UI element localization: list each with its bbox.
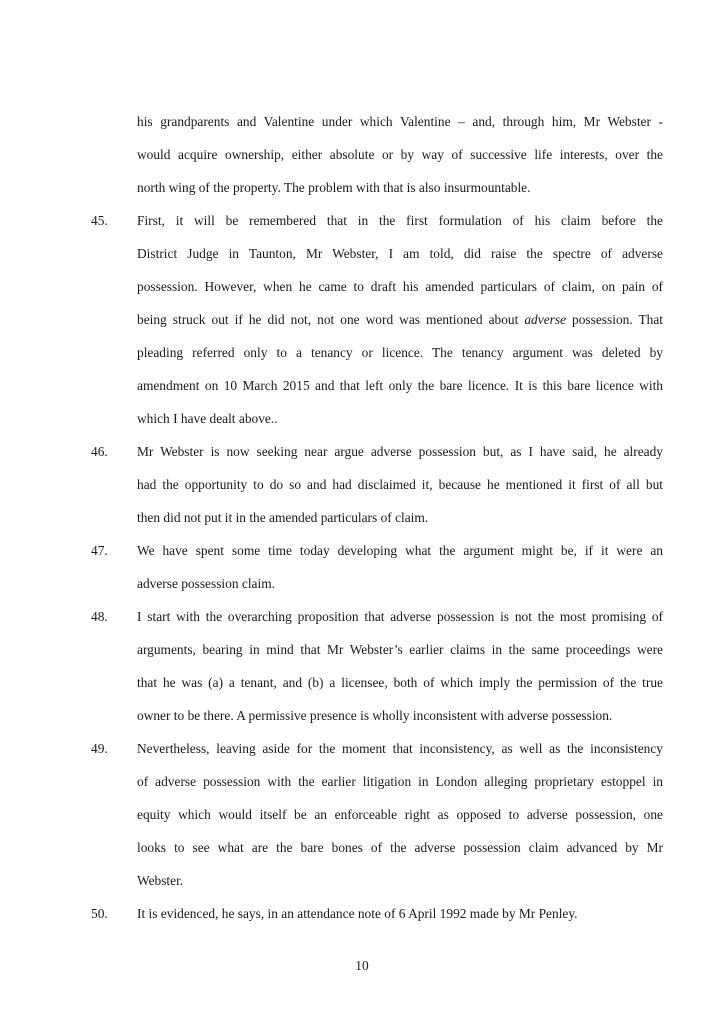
text-line: adverse possession claim. bbox=[137, 576, 275, 591]
page-number: 10 bbox=[355, 958, 369, 973]
text-line: First, it will be remembered that in the first formulation of his claim before the bbox=[137, 213, 663, 228]
text-segment: possession. That bbox=[566, 312, 663, 327]
text-line: had the opportunity to do so and had disclaimed it, because he mentioned it first of all but bbox=[137, 477, 663, 492]
paragraph-number: 47. bbox=[91, 543, 108, 558]
text-line: Webster. bbox=[137, 873, 184, 888]
paragraph-number: 45. bbox=[91, 213, 108, 228]
text-line: possession. However, when he came to draft his amended particulars of claim, on pain of bbox=[137, 279, 663, 294]
text-segment: being struck out if he did not, not one word was mentioned about bbox=[137, 312, 525, 327]
text-line: Mr Webster is now seeking near argue adverse possession but, as I have said, he already bbox=[137, 444, 663, 459]
paragraph-number: 48. bbox=[91, 609, 108, 624]
text-line: Nevertheless, leaving aside for the moment that inconsistency, as well as the inconsistency bbox=[137, 741, 663, 756]
text-line: I start with the overarching proposition that adverse possession is not the most promising of bbox=[137, 609, 663, 624]
text-line: looks to see what are the bare bones of the adverse possession claim advanced by Mr bbox=[137, 840, 663, 855]
paragraph-number: 50. bbox=[91, 906, 108, 921]
text-line: amendment on 10 March 2015 and that left only the bare licence. It is this bare licence with bbox=[137, 378, 663, 393]
paragraph-number: 46. bbox=[91, 444, 108, 459]
text-line: equity which would itself be an enforceable right as opposed to adverse possession, one bbox=[137, 807, 663, 822]
text-line: arguments, bearing in mind that Mr Webster’s earlier claims in the same proceedings were bbox=[137, 642, 663, 657]
text-line: It is evidenced, he says, in an attendance note of 6 April 1992 made by Mr Penley. bbox=[137, 906, 578, 921]
text-line: We have spent some time today developing what the argument might be, if it were an bbox=[137, 543, 663, 558]
text-line: District Judge in Taunton, Mr Webster, I am told, did raise the spectre of adverse bbox=[137, 246, 663, 261]
text-line bbox=[137, 312, 663, 328]
text-line: pleading referred only to a tenancy or licence. The tenancy argument was deleted by bbox=[137, 345, 663, 360]
text-line: his grandparents and Valentine under which Valentine – and, through him, Mr Webster - bbox=[137, 114, 663, 129]
emphasis-text: adverse bbox=[524, 312, 567, 327]
paragraph-number: 49. bbox=[91, 741, 108, 756]
text-line: north wing of the property. The problem with that is also insurmountable. bbox=[137, 180, 531, 195]
text-line: owner to be there. A permissive presence is wholly inconsistent with adverse possession. bbox=[137, 708, 613, 723]
text-line: then did not put it in the amended particulars of claim. bbox=[137, 510, 429, 525]
text-line: that he was (a) a tenant, and (b) a licensee, both of which imply the permission of the true bbox=[137, 675, 663, 690]
text-line: of adverse possession with the earlier litigation in London alleging proprietary estoppel in bbox=[137, 774, 663, 789]
text-line: would acquire ownership, either absolute or by way of successive life interests, over the bbox=[137, 147, 663, 162]
text-line: which I have dealt above.. bbox=[137, 411, 278, 426]
